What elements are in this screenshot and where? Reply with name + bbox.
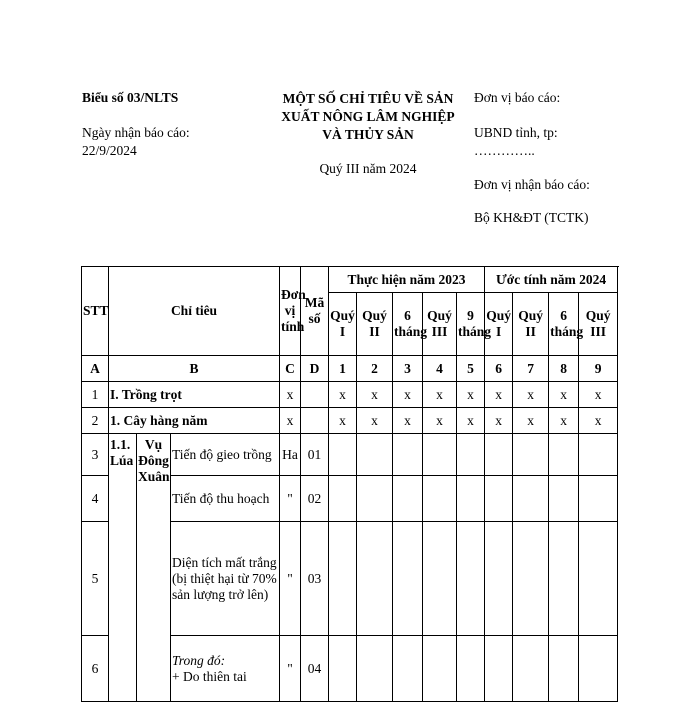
reporting-unit-dots: ………….. [474,143,535,158]
row-label: Diện tích mất trắng (bị thiệt hại từ 70% sản lượng trở lên) [171,522,280,636]
code-cell: 6 [485,356,513,382]
row-label-text: + Do thiên tai [172,668,247,684]
row-label: 1. Cây hàng năm [109,408,280,434]
row-stt: 2 [82,408,109,434]
code-cell: 2 [357,356,393,382]
row-mark: x [513,408,549,434]
code-cell: 7 [513,356,549,382]
header-ut-col: Quý II [513,293,549,356]
reporting-unit-label: Đơn vị báo cáo: [474,90,561,105]
row-mark: x [423,382,457,408]
code-cell: A [82,356,109,382]
code-cell: 9 [579,356,618,382]
code-cell: 3 [393,356,423,382]
row-mark: x [393,382,423,408]
row-label: Tiến độ gieo trồng [171,434,280,476]
row-mark: x [549,408,579,434]
receiving-unit: Bộ KH&ĐT (TCTK) [474,210,589,225]
report-title [262,90,474,144]
row-mark: x [549,382,579,408]
row-mark: x [329,408,357,434]
code-cell: 1 [329,356,357,382]
title-line-1: MỘT SỐ CHỈ TIÊU VỀ SẢN [282,91,454,106]
row-code: 04 [301,636,329,702]
row-mark: x [513,382,549,408]
row-mark: x [485,382,513,408]
row-unit: " [280,636,301,702]
form-code: Biểu số 03/NLTS [82,90,179,105]
row-mark: x [579,382,618,408]
row-mark: x [393,408,423,434]
header-th-col: 6 tháng [393,293,423,356]
row-mark: x [457,382,485,408]
row-stt: 3 [82,434,109,476]
row-unit: Ha [280,434,301,476]
header-ut-col: Quý III [579,293,618,356]
code-cell: 5 [457,356,485,382]
row-stt: 6 [82,636,109,702]
row-label: Tiến độ thu hoạch [171,476,280,522]
header-stt: STT [82,267,109,356]
code-row [82,356,618,382]
row-label [171,636,280,702]
row-stt: 5 [82,522,109,636]
code-cell: B [109,356,280,382]
header-ut-col: 6 tháng [549,293,579,356]
group-lua: 1.1. Lúa [109,434,137,702]
row-code: 01 [301,434,329,476]
table-row [82,434,618,476]
row-mark: x [357,408,393,434]
row-code [301,408,329,434]
row-unit: " [280,476,301,522]
row-unit: " [280,522,301,636]
row-label-italic: Trong đó: [172,652,226,668]
report-period: Quý III năm 2024 [319,161,417,176]
row-code: 02 [301,476,329,522]
code-cell: 8 [549,356,579,382]
reporting-unit: UBND tỉnh, tp: [474,125,558,140]
code-cell: 4 [423,356,457,382]
row-label: I. Trồng trọt [109,382,280,408]
header-th-col: Quý III [423,293,457,356]
table-row [82,382,618,408]
header-th-col: Quý I [329,293,357,356]
receiving-unit-label: Đơn vị nhận báo cáo: [474,177,590,192]
receive-date-label: Ngày nhận báo cáo: [82,125,190,140]
row-mark: x [329,382,357,408]
header-chi-tieu: Chỉ tiêu [109,267,280,356]
title-line-2: XUẤT NÔNG LÂM NGHIỆP [281,109,455,124]
title-line-3: VÀ THỦY SẢN [322,127,414,142]
row-code: 03 [301,522,329,636]
row-stt: 1 [82,382,109,408]
receive-date: 22/9/2024 [82,143,137,158]
row-unit: x [280,382,301,408]
header-th-col: 9 tháng [457,293,485,356]
row-stt: 4 [82,476,109,522]
row-mark: x [357,382,393,408]
row-mark: x [579,408,618,434]
header-row-1 [82,267,618,293]
code-cell: D [301,356,329,382]
indicator-table [81,266,618,702]
group-vu-dong-xuan: Vụ Đông Xuân [137,434,171,702]
row-mark: x [485,408,513,434]
table-row [82,408,618,434]
header-uoc-tinh: Ước tính năm 2024 [485,267,618,293]
code-cell: C [280,356,301,382]
header-don-vi: Đơn vị tính [280,267,301,356]
row-unit: x [280,408,301,434]
header-ut-col: Quý I [485,293,513,356]
row-mark: x [423,408,457,434]
row-mark: x [457,408,485,434]
row-code [301,382,329,408]
header-ma-so: Mã số [301,267,329,356]
header-thuc-hien: Thực hiện năm 2023 [329,267,485,293]
header-th-col: Quý II [357,293,393,356]
